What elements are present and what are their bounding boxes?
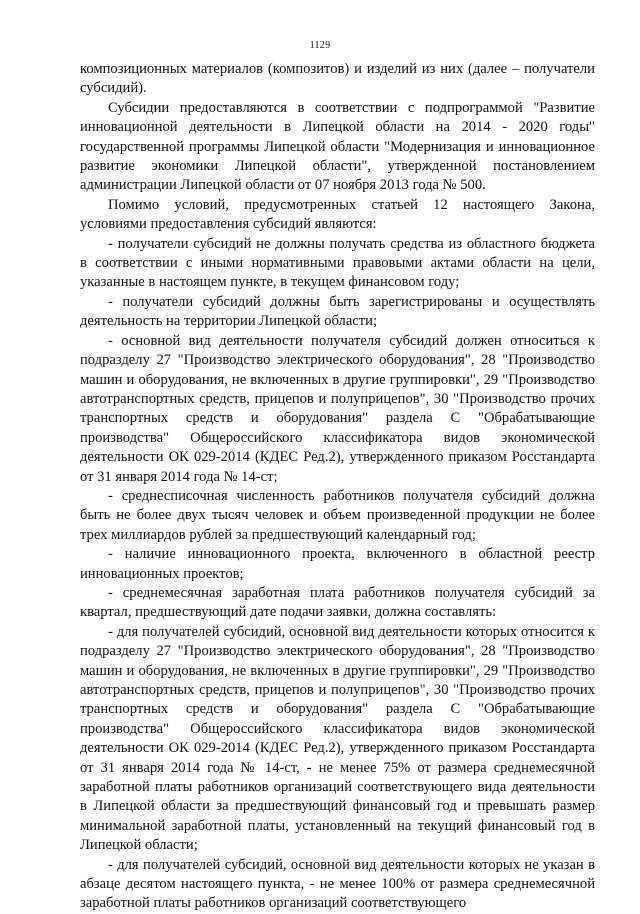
condition-headcount: - среднесписочная численность работников получателя субсидий должна быть не более двух тысяч человек и объем произведенной продукции не более трех миллиардов рублей за предшествующий календарный год; — [80, 487, 595, 543]
paragraph-subsidy-basis: Субсидии предоставляются в соответствии с подпрограммой "Развитие инновационной деятельности в Липецкой области на 2014 - 2020 годы" государственной программы Липецкой области "Модернизация и инновационное развитие экономики Липецкой области", утвержденной постановлением администрации Липецкой области от 07 ноября 2013 года № 500. — [80, 99, 595, 194]
page-number: 1129 — [309, 40, 331, 51]
salary-rule-listed-activities: - для получателей субсидий, основной вид деятельности которых относится к подразделу 27 "Производство электрического оборудования", 28 "Производство машин и оборудования, не включенных в другие группировки", 29 "Производство автотранспортных средств, прицепов и полуприцепов", 30 "Производство прочих транспортных средств и оборудования" раздела С "Обрабатывающие производства" Общероссийского классификатора видов экономической деятельности ОК 029-2014 (КДЕС Ред.2), утвержденного приказом Росстандарта от 31 января 2014 года № 14-ст, - не менее 75% от размера среднемесячной заработной платы работников организаций соответствующего вида деятельности в Липецкой области за предшествующий финансовый год и превышать размер минимальной заработной платы, установленный на текущий финансовый год в Липецкой области; — [80, 623, 595, 854]
condition-innovation-project: - наличие инновационного проекта, включенного в областной реестр инновационных проектов; — [80, 546, 595, 582]
salary-rule-other-activities: - для получателей субсидий, основной вид деятельности которых не указан в абзаце десятом настоящего пункта, - не менее 100% от размера среднемесячной заработной платы работников организаций соответствующего — [80, 856, 595, 912]
paragraph-continuation: композиционных материалов (композитов) и изделий из них (далее – получатели субсидий). — [80, 61, 595, 97]
paragraph-conditions-intro: Помимо условий, предусмотренных статьей 12 настоящего Закона, условиями предоставления субсидий являются: — [80, 196, 595, 233]
condition-registration: - получатели субсидий должны быть зарегистрированы и осуществлять деятельность на территории Липецкой области; — [80, 293, 595, 330]
document-body — [80, 60, 595, 914]
condition-average-salary: - среднемесячная заработная плата работников получателя субсидий за квартал, предшествующий дате подачи заявки, должна составлять: — [80, 584, 595, 621]
condition-no-other-funds: - получатели субсидий не должны получать средства из областного бюджета в соответствии с иными нормативными правовыми актами области на цели, указанные в настоящем пункте, в текущем финансовом году; — [80, 235, 595, 291]
condition-activity-type: - основной вид деятельности получателя субсидий должен относиться к подразделу 27 "Производство электрического оборудования", 28 "Производство машин и оборудования, не включенных в другие группировки", 29 "Производство автотранспортных средств, прицепов и полуприцепов", 30 "Производство прочих транспортных средств и оборудования" раздела С "Обрабатывающие производства" Общероссийского классификатора видов экономической деятельности ОК 029-2014 (КДЕС Ред.2), утвержденного приказом Росстандарта от 31 января 2014 года № 14-ст; — [80, 332, 595, 485]
